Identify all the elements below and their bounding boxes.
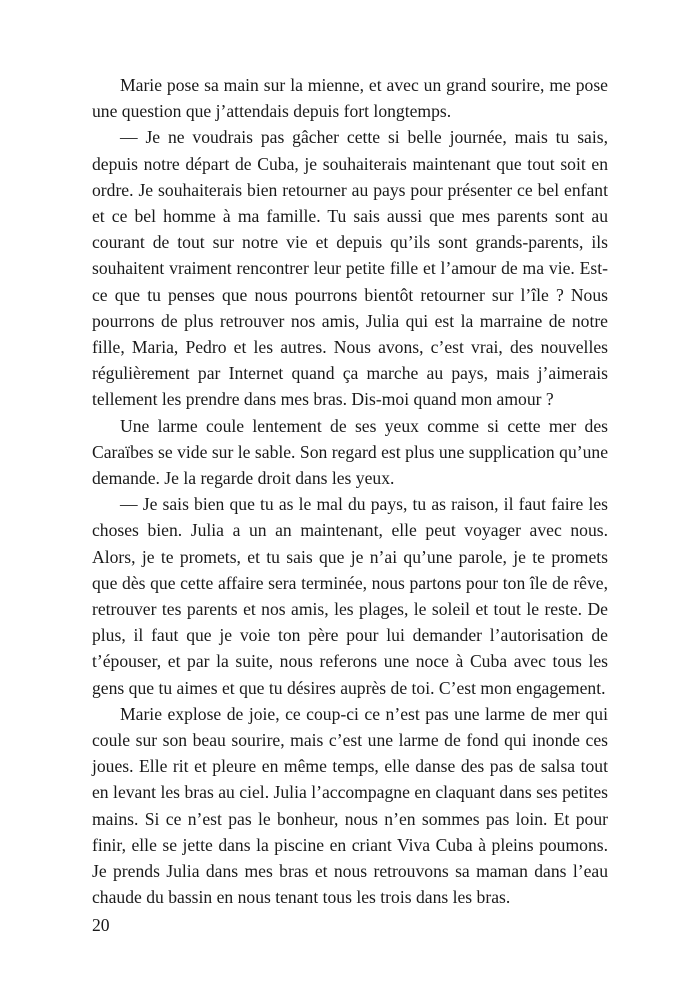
page-body <box>92 72 608 911</box>
page-number: 20 <box>92 915 110 935</box>
paragraph-5: Marie explose de joie, ce coup-ci ce n’est pas une larme de mer qui coule sur son beau sourire, mais c’est une larme de fond qui inonde ces joues. Elle rit et pleure en même temps, elle danse des pas de salsa tout en levant les bras au ciel. Julia l’accompagne en claquant dans ses petites mains. Si ce n’est pas le bonheur, nous n’en sommes pas loin. Et pour finir, elle se jette dans la piscine en criant Viva Cuba à pleins poumons. Je prends Julia dans mes bras et nous retrouvons sa maman dans l’eau chaude du bassin en nous tenant tous les trois dans les bras. <box>92 703 608 908</box>
paragraph-4: — Je sais bien que tu as le mal du pays, tu as raison, il faut faire les choses bien. Julia a un an maintenant, elle peut voyager avec nous. Alors, je te promets, et tu sais que je n’ai qu’une parole, je te promets que dès que cette affaire sera terminée, nous partons pour ton île de rêve, retrouver tes parents et nos amis, les plages, le soleil et tout le reste. De plus, il faut que je voie ton père pour lui demander l’autorisation de t’épouser, et par la suite, nous referons une noce à Cuba avec tous les gens que tu aimes et que tu désires auprès de toi. C’est mon engagement. <box>92 494 608 698</box>
paragraph-1: Marie pose sa main sur la mienne, et avec un grand sourire, me pose une question que j’attendais depuis fort longtemps. <box>92 75 608 122</box>
paragraph-2: — Je ne voudrais pas gâcher cette si belle journée, mais tu sais, depuis notre départ de Cuba, je souhaiterais maintenant que tout soit en ordre. Je souhaiterais bien retourner au pays pour présenter ce bel enfant et ce bel homme à ma famille. Tu sais aussi que mes parents sont au courant de tout sur notre vie et depuis qu’ils sont grands-parents, ils souhaitent vraiment rencontrer leur petite fille et l’amour de ma vie. Est-ce que tu penses que nous pourrons bientôt retourner sur l’île ? Nous pourrons de plus retrouver nos amis, Julia qui est la marraine de notre fille, Maria, Pedro et les autres. Nous avons, c’est vrai, des nouvelles régulièrement par Internet quand ça marche au pays, mais j’aimerais tellement les prendre dans mes bras. Dis-moi quand mon amour ? <box>92 127 608 410</box>
paragraph-3: Une larme coule lentement de ses yeux comme si cette mer des Caraïbes se vide sur le sable. Son regard est plus une supplication qu’une demande. Je la regarde droit dans les yeux. <box>92 415 608 489</box>
